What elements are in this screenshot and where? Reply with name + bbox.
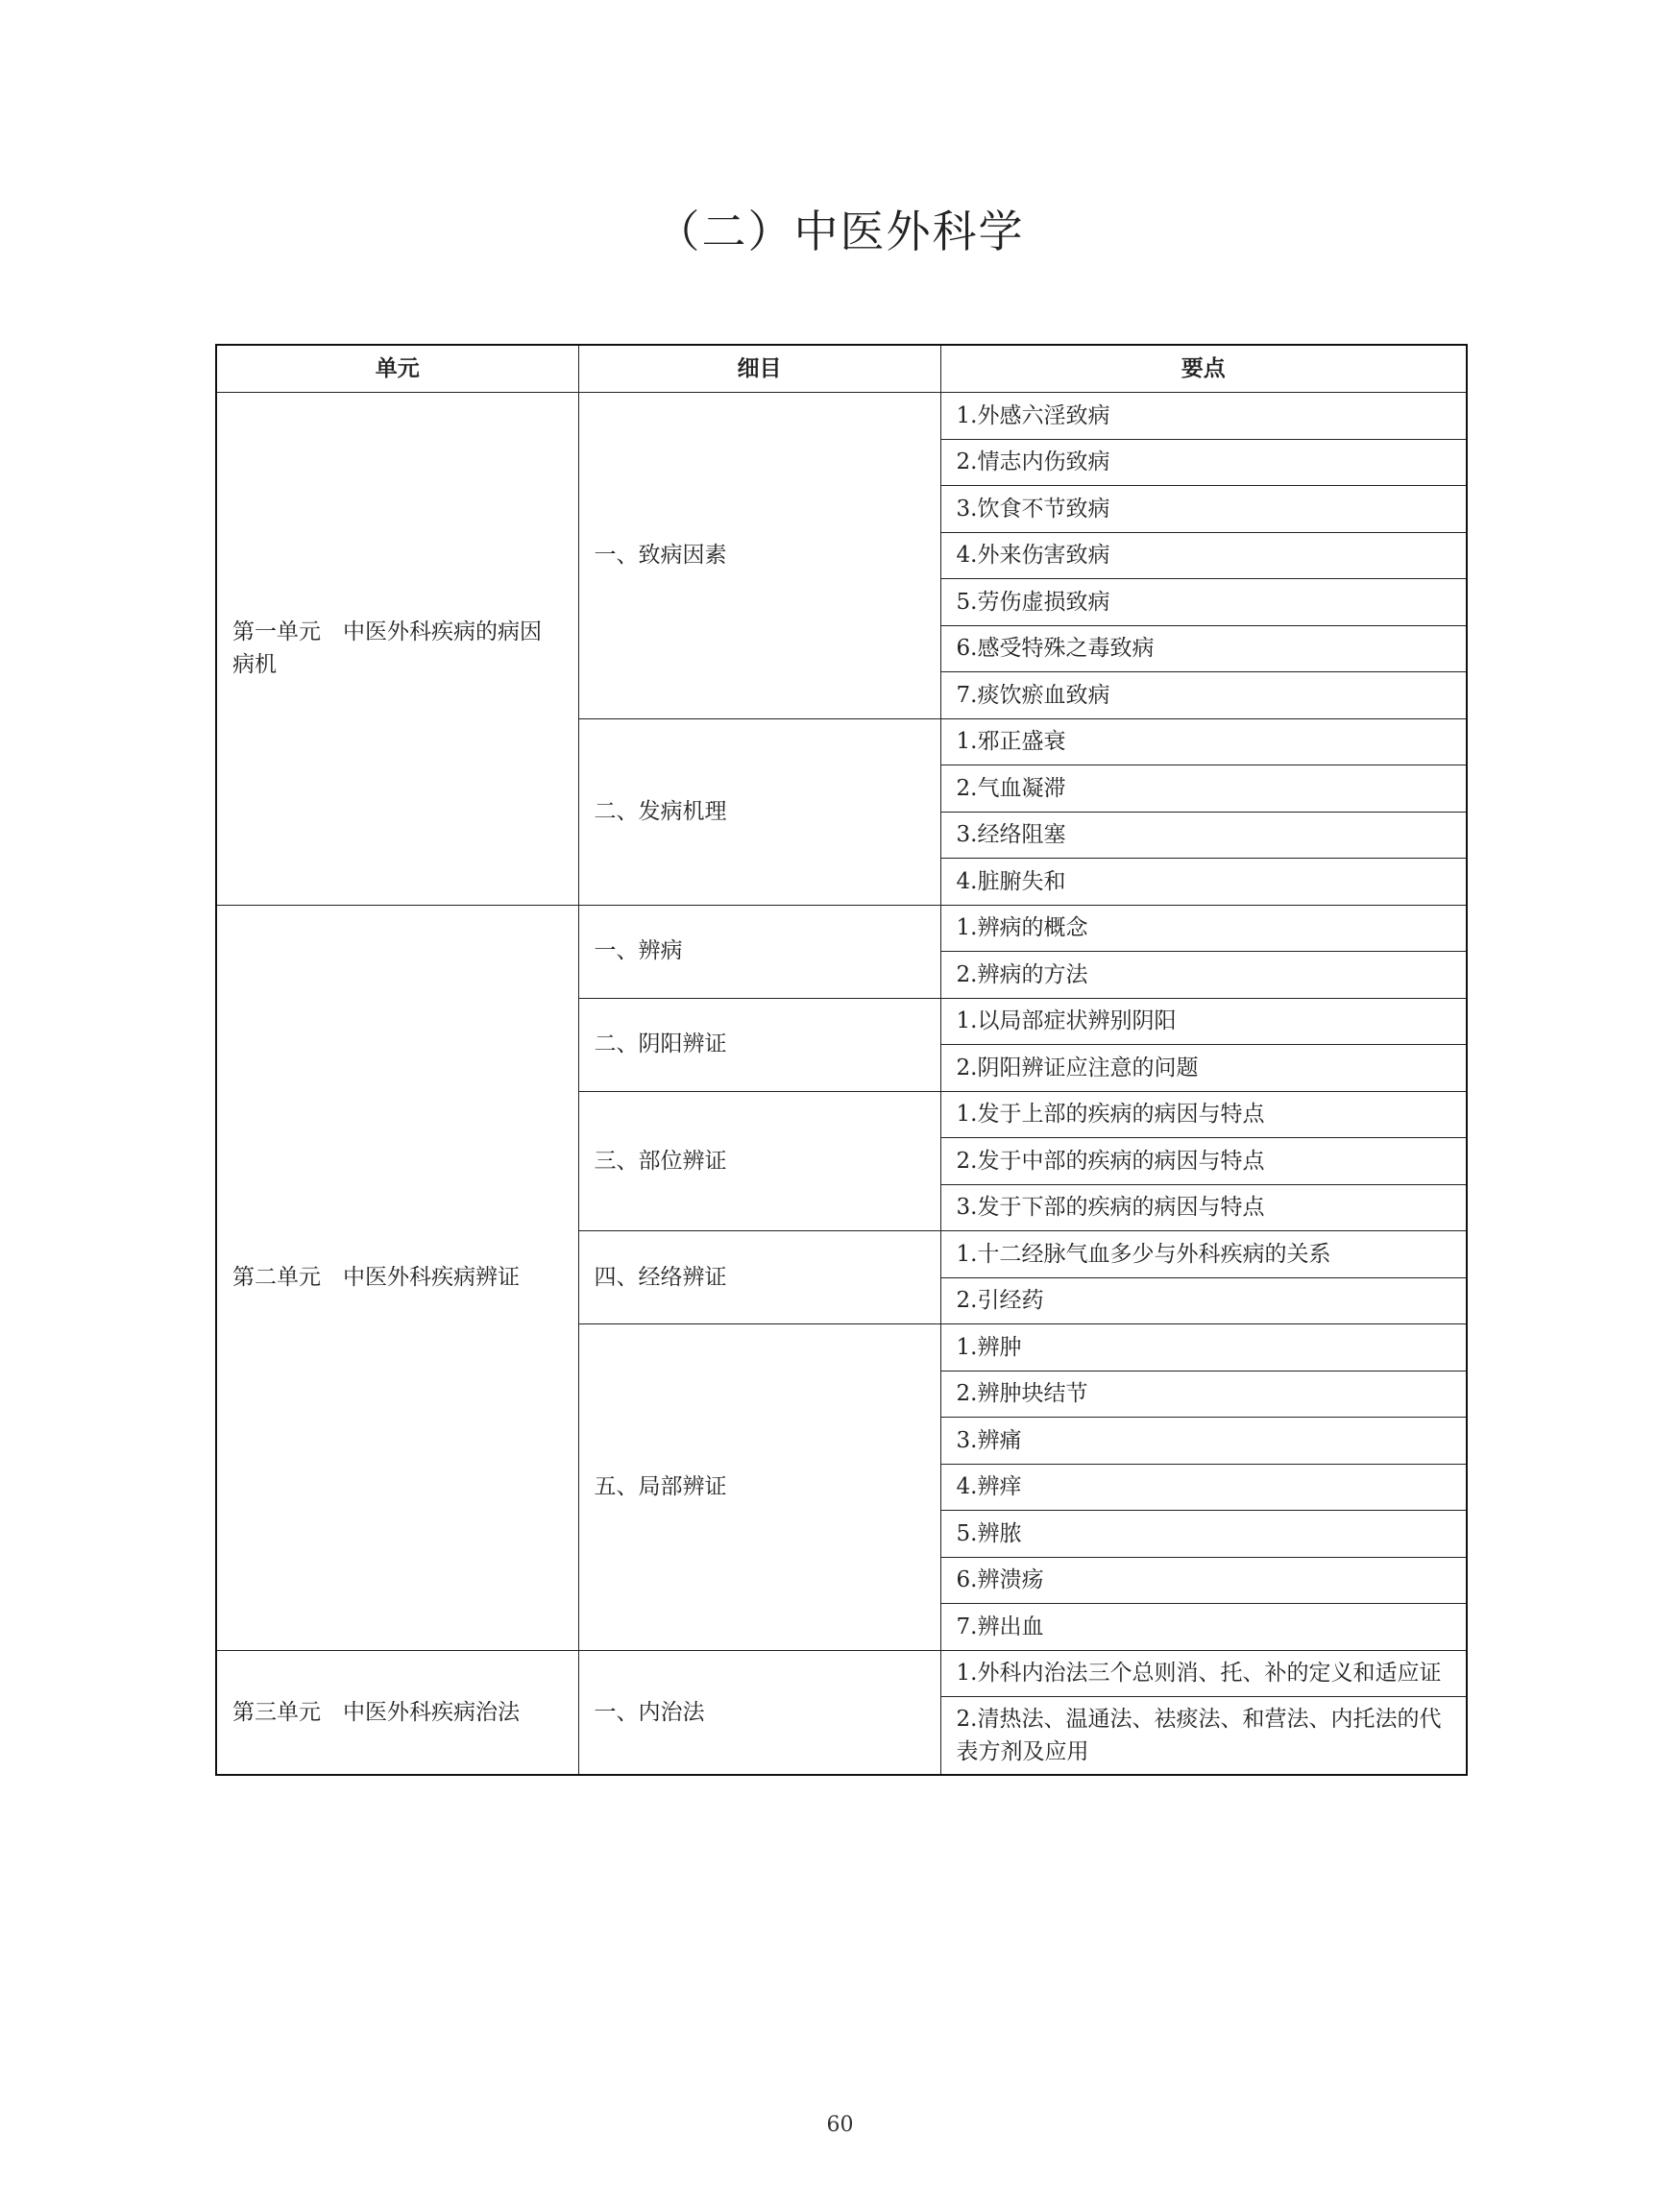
point-cell: 1.十二经脉气血多少与外科疾病的关系: [940, 1231, 1467, 1278]
point-cell: 5.辨脓: [940, 1511, 1467, 1558]
table-row: [216, 905, 1467, 952]
point-cell: 2.情志内伤致病: [940, 439, 1467, 486]
point-cell: 2.阴阳辨证应注意的问题: [940, 1045, 1467, 1092]
point-cell: 2.辨肿块结节: [940, 1371, 1467, 1418]
point-cell: 3.经络阻塞: [940, 812, 1467, 859]
point-cell: 4.脏腑失和: [940, 859, 1467, 906]
page-title: （二）中医外科学: [655, 206, 1025, 257]
point-cell: 6.辨溃疡: [940, 1557, 1467, 1604]
item-cell: 二、发病机理: [578, 718, 940, 905]
header-item: 细目: [578, 345, 940, 393]
point-cell: 1.以局部症状辨别阴阳: [940, 998, 1467, 1045]
point-cell: 1.发于上部的疾病的病因与特点: [940, 1091, 1467, 1138]
page-number: 60: [826, 2113, 854, 2137]
point-cell: 5.劳伤虚损致病: [940, 579, 1467, 626]
point-cell: 1.外科内治法三个总则消、托、补的定义和适应证: [940, 1650, 1467, 1697]
point-cell: 4.外来伤害致病: [940, 532, 1467, 579]
header-row: [216, 345, 1467, 393]
item-cell: 一、辨病: [578, 905, 940, 998]
header-point: 要点: [940, 345, 1467, 393]
header-unit: 单元: [216, 345, 578, 393]
point-cell: 2.辨病的方法: [940, 952, 1467, 999]
table-row: [216, 393, 1467, 440]
item-cell: 五、局部辨证: [578, 1324, 940, 1651]
unit-cell: 第三单元 中医外科疾病治法: [216, 1650, 578, 1775]
point-cell: 1.邪正盛衰: [940, 718, 1467, 765]
point-cell: 4.辨痒: [940, 1464, 1467, 1511]
table-row: [216, 1650, 1467, 1697]
point-cell: 1.外感六淫致病: [940, 393, 1467, 440]
item-cell: 二、阴阳辨证: [578, 998, 940, 1091]
point-cell: 3.发于下部的疾病的病因与特点: [940, 1184, 1467, 1231]
item-cell: 三、部位辨证: [578, 1091, 940, 1231]
point-cell: 6.感受特殊之毒致病: [940, 625, 1467, 672]
syllabus-table: [215, 344, 1468, 1776]
point-cell: 2.发于中部的疾病的病因与特点: [940, 1138, 1467, 1185]
point-cell: 1.辨肿: [940, 1324, 1467, 1372]
unit-cell: 第一单元 中医外科疾病的病因病机: [216, 393, 578, 906]
point-cell: 2.引经药: [940, 1277, 1467, 1324]
unit-cell: 第二单元 中医外科疾病辨证: [216, 905, 578, 1650]
item-cell: 四、经络辨证: [578, 1231, 940, 1324]
item-cell: 一、致病因素: [578, 393, 940, 719]
point-cell: 7.痰饮瘀血致病: [940, 672, 1467, 719]
point-cell: 3.饮食不节致病: [940, 486, 1467, 533]
point-cell: 3.辨痛: [940, 1418, 1467, 1465]
point-cell: 2.气血凝滞: [940, 765, 1467, 813]
point-cell: 1.辨病的概念: [940, 905, 1467, 952]
point-cell: 7.辨出血: [940, 1604, 1467, 1651]
point-cell: 2.清热法、温通法、祛痰法、和营法、内托法的代表方剂及应用: [940, 1697, 1467, 1776]
item-cell: 一、内治法: [578, 1650, 940, 1775]
